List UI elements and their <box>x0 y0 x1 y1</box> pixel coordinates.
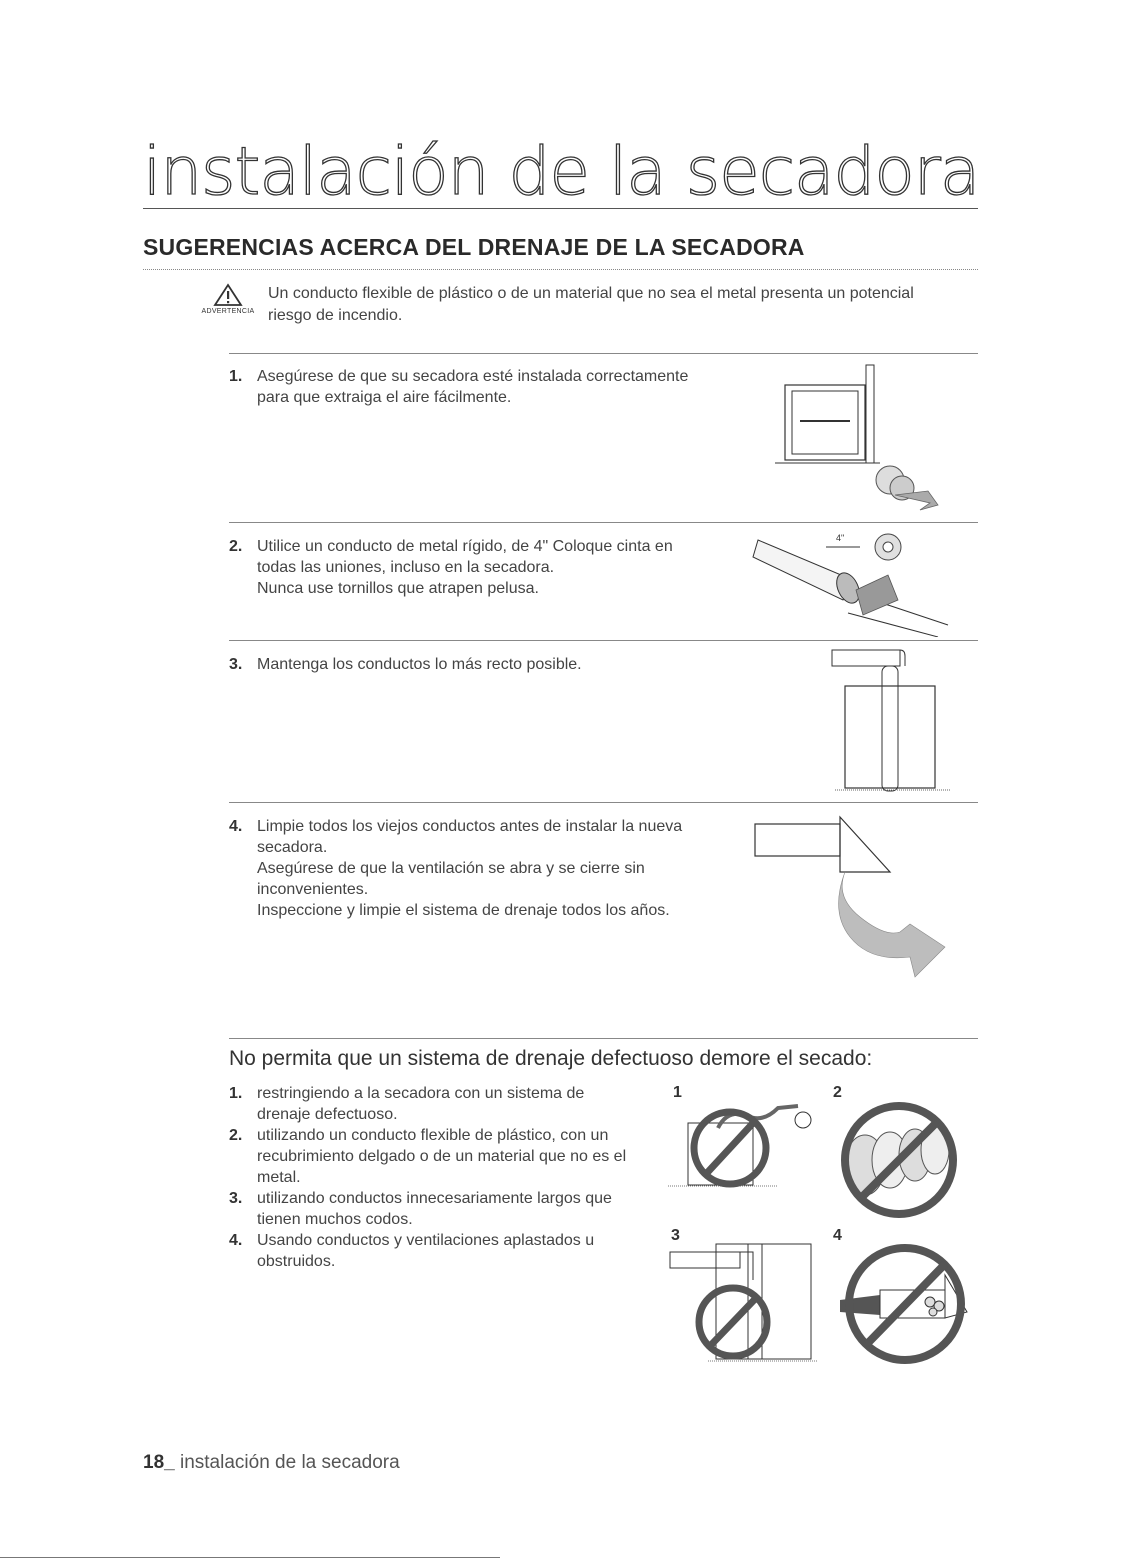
step-text: Limpie todos los viejos conductos antes de instalar la nueva <box>257 818 683 835</box>
rigid-duct-tape-illustration <box>748 525 953 637</box>
vent-hood-airflow-illustration <box>750 812 955 984</box>
list-number: 1. <box>229 1085 243 1102</box>
prohibited-long-duct-illustration <box>668 1240 823 1365</box>
list-number: 2. <box>229 1127 243 1144</box>
list-text: Usando conductos y ventilaciones aplastados u <box>257 1232 595 1249</box>
page-footer <box>143 1452 400 1474</box>
warning-text <box>268 283 988 324</box>
step-text: Asegúrese de que la ventilación se abra y se cierre sin <box>257 860 645 877</box>
list-item <box>229 1230 669 1272</box>
list-text: recubrimiento delgado o de un material que no es el <box>257 1148 627 1165</box>
prohibited-restricted-duct-illustration <box>668 1098 828 1193</box>
step-text: Utilice un conducto de metal rígido, de 4" Coloque cinta en <box>257 538 673 555</box>
list-text: tienen muchos codos. <box>257 1211 413 1228</box>
list-item <box>229 1125 669 1188</box>
warning-label: ADVERTENCIA <box>201 308 255 315</box>
list-text: drenaje defectuoso. <box>257 1106 398 1123</box>
prohibited-flexible-duct-illustration <box>835 1100 965 1225</box>
step-text: para que extraiga el aire fácilmente. <box>257 389 512 406</box>
step-text: Asegúrese de que su secadora esté instalada correctamente <box>257 368 689 385</box>
step-number: 2. <box>229 538 243 555</box>
divider <box>229 353 978 354</box>
section-heading: SUGERENCIAS ACERCA DEL DRENAJE DE LA SECADORA <box>143 234 978 270</box>
list-text: utilizando conductos innecesariamente largos que <box>257 1190 612 1207</box>
list-item <box>229 1083 669 1125</box>
list-number: 3. <box>229 1190 243 1207</box>
divider <box>229 522 978 523</box>
bottom-rule <box>0 1557 500 1558</box>
step-text: Mantenga los conductos lo más recto posible. <box>257 656 582 673</box>
step-number: 4. <box>229 818 243 835</box>
list-item <box>229 1188 669 1230</box>
step-3 <box>229 654 739 675</box>
list-text: metal. <box>257 1169 301 1186</box>
list-text: obstruidos. <box>257 1253 336 1270</box>
chapter-title-text: instalación de la secadora <box>143 133 980 210</box>
step-text: todas las uniones, incluso en la secadora. <box>257 559 555 576</box>
sub-heading: No permita que un sistema de drenaje defectuoso demore el secado: <box>229 1047 873 1070</box>
footer-text: instalación de la secadora <box>174 1452 400 1473</box>
step-text: inconvenientes. <box>257 881 369 898</box>
step-2 <box>229 536 739 599</box>
bad-practices-list <box>229 1083 669 1272</box>
warning-triangle-icon <box>200 283 256 315</box>
list-number: 4. <box>229 1232 243 1249</box>
step-number: 1. <box>229 368 243 385</box>
divider <box>229 640 978 641</box>
dryer-exhaust-illustration <box>770 355 960 515</box>
step-text: Inspeccione y limpie el sistema de drenaje todos los años. <box>257 902 670 919</box>
straight-duct-illustration <box>830 648 955 796</box>
step-number: 3. <box>229 656 243 673</box>
step-1 <box>229 366 739 408</box>
figure-label: 2 <box>833 1084 842 1101</box>
figure-label: 3 <box>671 1227 680 1244</box>
step-text: Nunca use tornillos que atrapen pelusa. <box>257 580 539 597</box>
warning-line-2: riesgo de incendio. <box>268 307 403 324</box>
warning-line-1: Un conducto flexible de plástico o de un material que no sea el metal presenta un potencial <box>268 285 914 302</box>
prohibited-crushed-duct-illustration <box>835 1240 975 1368</box>
duct-size-label: 4" <box>836 533 845 543</box>
list-text: restringiendo a la secadora con un sistema de <box>257 1085 585 1102</box>
figure-label: 1 <box>673 1084 682 1101</box>
page-number: 18_ <box>143 1452 175 1473</box>
divider <box>229 802 978 803</box>
list-text: utilizando un conducto flexible de plástico, con un <box>257 1127 609 1144</box>
chapter-title <box>143 128 978 209</box>
figure-label: 4 <box>833 1227 842 1244</box>
step-4 <box>229 816 739 921</box>
divider <box>229 1038 978 1039</box>
step-text: secadora. <box>257 839 328 856</box>
